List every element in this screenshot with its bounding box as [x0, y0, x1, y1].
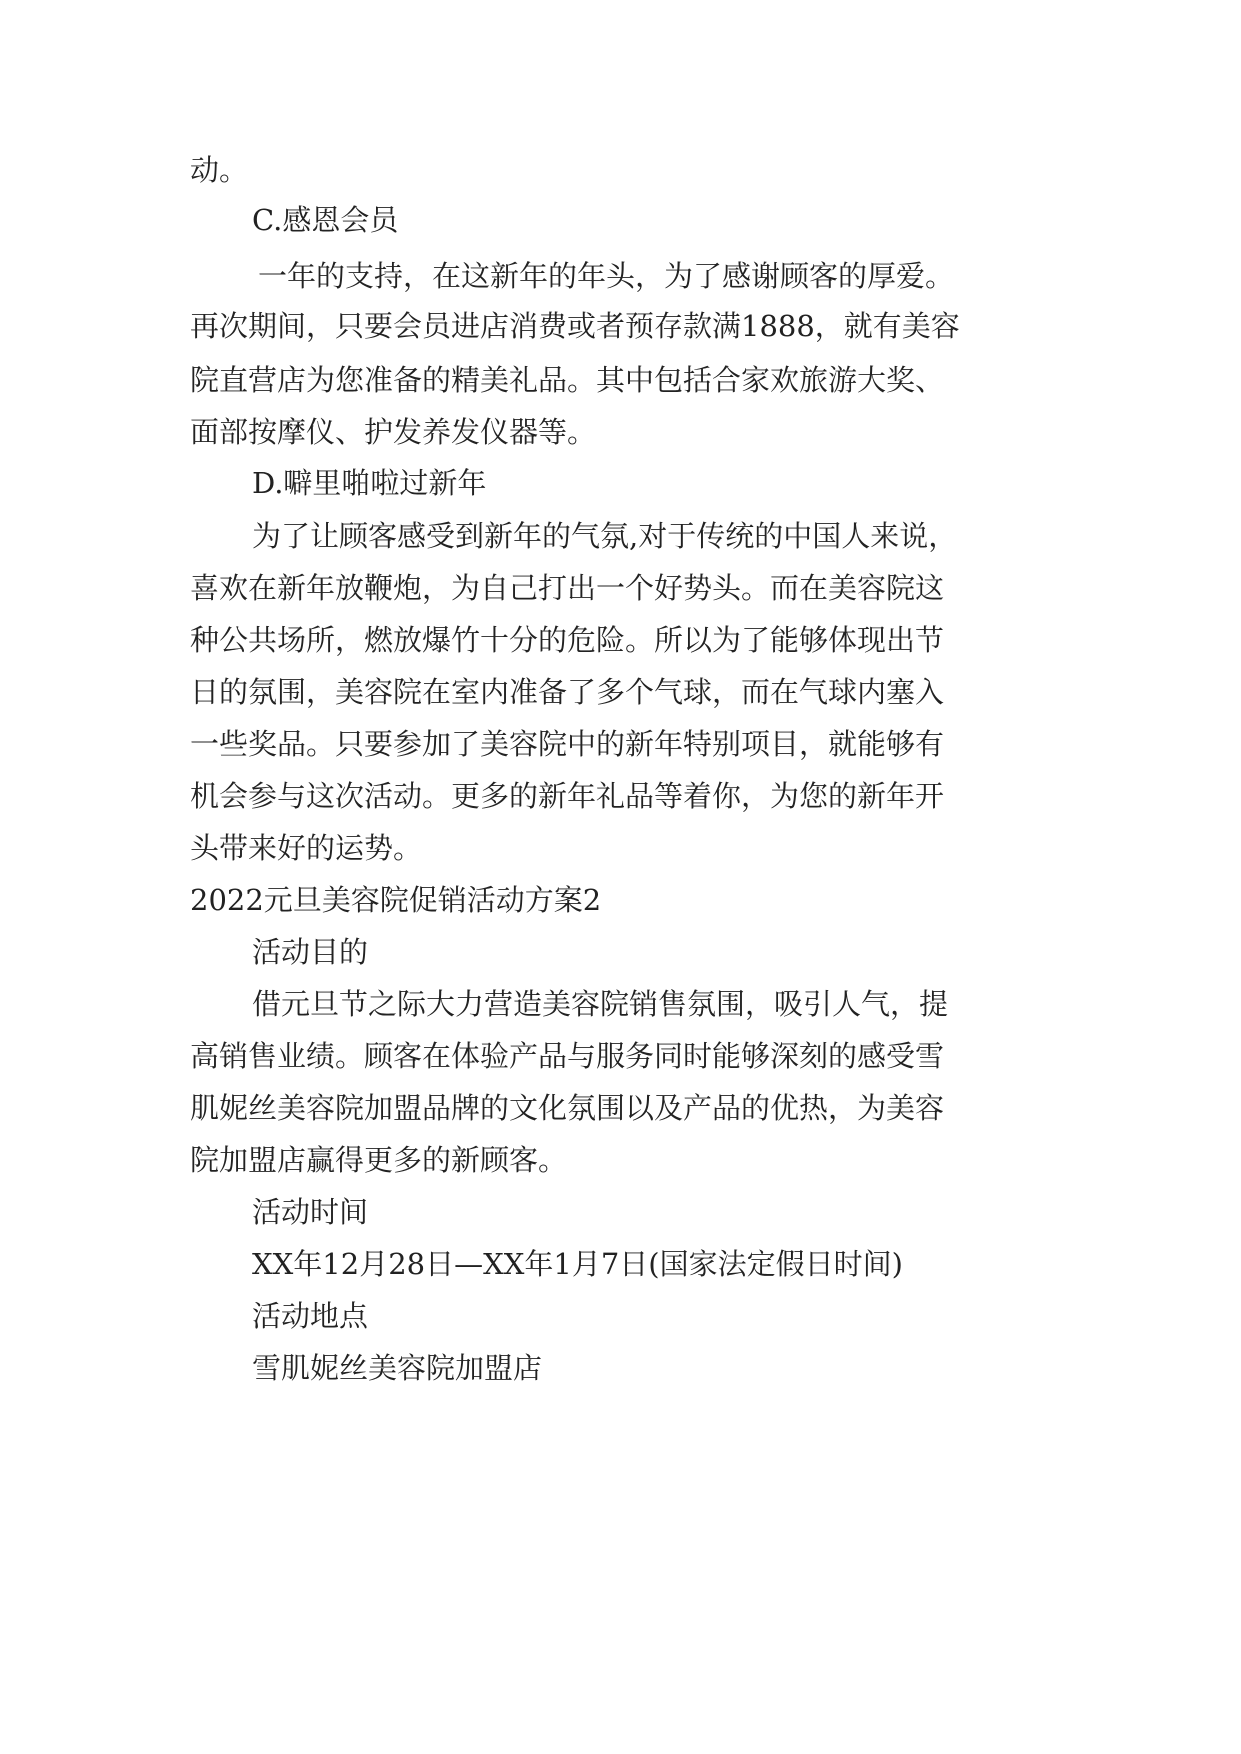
text-line: 借元旦节之际大力营造美容院销售氛围，吸引人气，提: [252, 987, 949, 1021]
section-heading-purpose: 活动目的: [252, 935, 369, 969]
event-dates: XX年12月28日—XX年1月7日(国家法定假日时间): [252, 1247, 903, 1281]
text-line: 院加盟店赢得更多的新顾客。: [190, 1143, 568, 1177]
text-line: 院直营店为您准备的精美礼品。其中包括合家欢旅游大奖、: [190, 363, 945, 397]
section-heading-location: 活动地点: [252, 1299, 369, 1333]
text-line: 动。: [190, 153, 249, 187]
text-line: 高销售业绩。顾客在体验产品与服务同时能够深刻的感受雪: [190, 1039, 945, 1073]
text-line: 种公共场所，燃放爆竹十分的危险。所以为了能够体现出节: [190, 623, 945, 657]
text-line: 机会参与这次活动。更多的新年礼品等着你，为您的新年开: [190, 779, 945, 813]
text-line: 面部按摩仪、护发养发仪器等。: [190, 415, 597, 449]
text-line: 再次期间，只要会员进店消费或者预存款满1888，就有美容: [190, 309, 960, 343]
document-title: 2022元旦美容院促销活动方案2: [190, 883, 602, 917]
section-heading-time: 活动时间: [252, 1195, 369, 1229]
text-line: 喜欢在新年放鞭炮，为自己打出一个好势头。而在美容院这: [190, 571, 945, 605]
section-heading-c: C.感恩会员: [252, 203, 399, 237]
text-line: 一些奖品。只要参加了美容院中的新年特别项目，就能够有: [190, 727, 945, 761]
text-line: 肌妮丝美容院加盟品牌的文化氛围以及产品的优热，为美容: [190, 1091, 945, 1125]
text-line: 日的氛围，美容院在室内准备了多个气球，而在气球内塞入: [190, 675, 945, 709]
event-location: 雪肌妮丝美容院加盟店: [252, 1351, 543, 1385]
section-heading-d: D.噼里啪啦过新年: [252, 466, 487, 500]
text-line: 头带来好的运势。: [190, 831, 423, 865]
text-line: 一年的支持，在这新年的年头，为了感谢顾客的厚爱。: [258, 259, 955, 293]
text-line: 为了让顾客感受到新年的气氛,对于传统的中国人来说，: [252, 519, 958, 553]
